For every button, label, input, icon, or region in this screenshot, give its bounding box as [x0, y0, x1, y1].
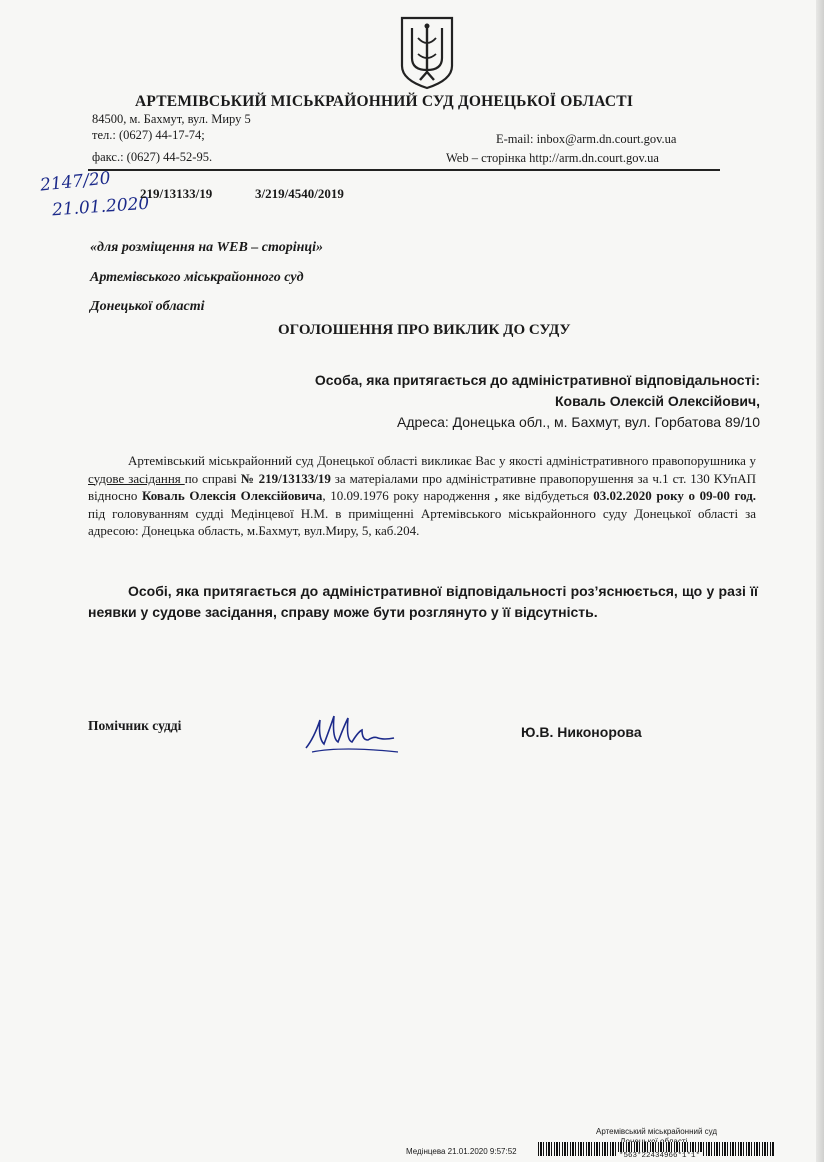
court-title: АРТЕМІВСЬКИЙ МІСЬКРАЙОННИЙ СУД ДОНЕЦЬКОЇ ОБЛАСТІ: [135, 93, 634, 110]
body-text: по справі: [184, 470, 241, 486]
court-website: Web – сторінка http://arm.dn.court.gov.ua: [446, 151, 659, 165]
handwritten-reg-number: 2147/20: [39, 168, 112, 196]
person-address: Адреса: Донецька обл., м. Бахмут, вул. Горбатова 89/10: [396, 414, 760, 430]
footer-timestamp: Медінцева 21.01.2020 9:57:52: [406, 1147, 517, 1156]
body-comma: ,: [494, 488, 503, 503]
summons-paragraph: [88, 452, 756, 540]
footer-court-name: Артемівський міськрайонний суд: [596, 1127, 718, 1136]
hearing-text: судове засідання: [88, 470, 185, 486]
body-text: Артемівський міськрайонний суд Донецької області викликає Вас у якості адміністративного правопорушника у: [128, 453, 756, 468]
handwritten-signature: [302, 708, 402, 758]
court-email: E-mail: inbox@arm.dn.court.gov.ua: [496, 132, 677, 146]
court-fax: факс.: (0627) 44-52-95.: [92, 150, 213, 164]
barcode-text: *563*22434966*1*1*: [619, 1152, 701, 1160]
defendant-name: Коваль Олексія Олексійовича: [141, 488, 323, 503]
body-text: під головуванням судді Медінцевої Н.М. в приміщенні Артемівського міськрайонного суду Донецької області за адресою: Донецька область, м.Бахмут, вул.Миру, 5, каб.204.: [88, 505, 756, 538]
handwritten-reg-date: 21.01.2020: [51, 193, 150, 221]
header-divider: [88, 169, 720, 171]
signatory-name: Ю.В. Никонорова: [521, 724, 642, 740]
court-phone: тел.: (0627) 44-17-74;: [92, 128, 205, 142]
case-number: 219/13133/19: [140, 186, 213, 201]
document-heading: ОГОЛОШЕННЯ ПРО ВИКЛИК ДО СУДУ: [278, 322, 571, 338]
body-text: за матеріалами про адміністративне правопорушення за ч.1 ст. 130 КУпАП відносно: [88, 470, 756, 503]
region-note: Донецької області: [90, 299, 205, 314]
court-address: 84500, м. Бахмут, вул. Миру 5: [92, 112, 251, 126]
body-text: яке відбудеться: [502, 488, 594, 503]
coat-of-arms-icon: [398, 14, 456, 90]
court-name-note: Артемівського міськрайонного суд: [90, 270, 304, 285]
person-label: Особа, яка притягається до адміністративної відповідальності:: [314, 372, 760, 388]
proceeding-number: 3/219/4540/2019: [255, 186, 344, 201]
case-reference: № 219/13133/19: [240, 470, 331, 486]
web-placement-note: «для розміщення на WEB – сторінці»: [90, 240, 324, 255]
person-name: Коваль Олексій Олексійович,: [555, 393, 760, 409]
signatory-role: Помічник судді: [88, 718, 182, 733]
body-text: , 10.09.1976 року народження: [322, 488, 495, 503]
absence-notice: Особі, яка притягається до адміністративної відповідальності роз’яснюється, що у разі її неявки у судове засідання, справу може бути розглянуто у її відсутність.: [88, 583, 758, 620]
page-edge: [816, 0, 824, 1162]
hearing-datetime: 03.02.2020 року о 09-00 год.: [593, 488, 757, 503]
